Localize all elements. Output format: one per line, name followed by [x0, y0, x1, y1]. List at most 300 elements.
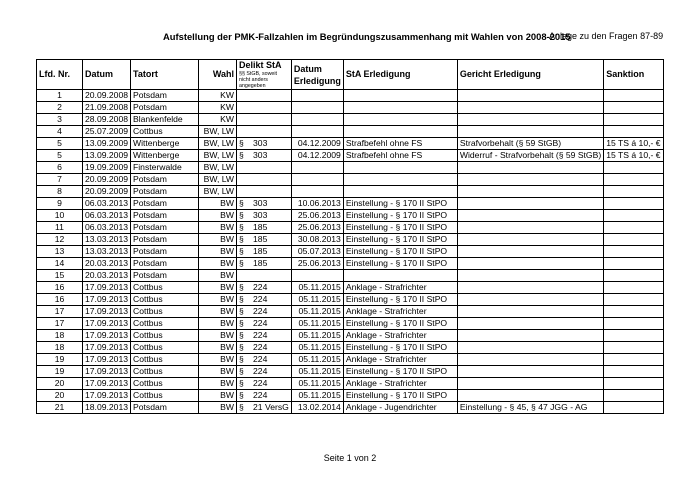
cell-erledigung-datum: 05.11.2015: [291, 306, 343, 318]
cell-delikt: [237, 270, 292, 282]
cell-delikt: [237, 282, 292, 294]
cell-nr: 19: [37, 366, 83, 378]
paragraph-sign: §: [239, 390, 244, 400]
cell-datum: 17.09.2013: [83, 282, 131, 294]
cell-datum: 20.03.2013: [83, 258, 131, 270]
cell-tatort: Blankenfelde: [131, 114, 199, 126]
cell-tatort: Cottbus: [131, 378, 199, 390]
cell-nr: 5: [37, 138, 83, 150]
cell-sta-erledigung: [343, 126, 457, 138]
cell-gericht-erledigung: [457, 378, 603, 390]
paragraph-sign: §: [239, 282, 244, 292]
cell-gericht-erledigung: [457, 126, 603, 138]
cell-wahl: BW: [199, 234, 237, 246]
cell-gericht-erledigung: [457, 102, 603, 114]
cell-sanktion: [604, 90, 663, 102]
table-row: [37, 270, 664, 282]
delikt-number: 224: [253, 378, 268, 388]
cell-erledigung-datum: 05.11.2015: [291, 366, 343, 378]
cell-datum: 20.09.2008: [83, 90, 131, 102]
cell-wahl: BW, LW: [199, 126, 237, 138]
cell-sta-erledigung: Anklage - Strafrichter: [343, 306, 457, 318]
cell-wahl: BW: [199, 282, 237, 294]
table-row: [37, 210, 664, 222]
cell-delikt: [237, 174, 292, 186]
cell-sanktion: [604, 282, 663, 294]
delikt-number: 21 VersG: [253, 402, 289, 412]
cell-delikt: [237, 126, 292, 138]
col-header-delikt: [237, 60, 292, 90]
delikt-number: 224: [253, 390, 268, 400]
cell-erledigung-datum: 05.11.2015: [291, 378, 343, 390]
table-row: [37, 246, 664, 258]
cell-nr: 21: [37, 402, 83, 414]
cell-datum: 20.09.2009: [83, 174, 131, 186]
col-header-gericht-erledigung: Gericht Erledigung: [457, 60, 603, 90]
table-row: [37, 294, 664, 306]
cell-wahl: BW: [199, 402, 237, 414]
cell-erledigung-datum: 05.11.2015: [291, 318, 343, 330]
cell-datum: 25.07.2009: [83, 126, 131, 138]
cell-nr: 8: [37, 186, 83, 198]
cell-sta-erledigung: Anklage - Jugendrichter: [343, 402, 457, 414]
col-header-sanktion: Sanktion: [604, 60, 663, 90]
cell-sanktion: [604, 114, 663, 126]
table-row: [37, 234, 664, 246]
cell-wahl: BW, LW: [199, 138, 237, 150]
cell-sanktion: [604, 378, 663, 390]
cell-datum: 06.03.2013: [83, 210, 131, 222]
cell-delikt: [237, 342, 292, 354]
cell-delikt: [237, 138, 292, 150]
cell-delikt: [237, 294, 292, 306]
table-row: [37, 162, 664, 174]
table-row: [37, 366, 664, 378]
cell-nr: 2: [37, 102, 83, 114]
cell-datum: 13.03.2013: [83, 234, 131, 246]
cell-nr: 6: [37, 162, 83, 174]
col-header-erledigung-datum: Datum Erledigung: [291, 60, 343, 90]
table-row: [37, 342, 664, 354]
paragraph-sign: §: [239, 318, 244, 328]
cell-tatort: Potsdam: [131, 402, 199, 414]
cell-sanktion: [604, 318, 663, 330]
cell-sta-erledigung: [343, 90, 457, 102]
cell-gericht-erledigung: [457, 210, 603, 222]
cell-gericht-erledigung: [457, 90, 603, 102]
cell-erledigung-datum: 05.11.2015: [291, 282, 343, 294]
cell-wahl: BW, LW: [199, 150, 237, 162]
cell-nr: 7: [37, 174, 83, 186]
cell-delikt: [237, 366, 292, 378]
cell-sanktion: [604, 162, 663, 174]
col-header-nr: Lfd. Nr.: [37, 60, 83, 90]
cell-sanktion: [604, 306, 663, 318]
delikt-number: 185: [253, 234, 268, 244]
cell-erledigung-datum: [291, 174, 343, 186]
cell-erledigung-datum: 25.06.2013: [291, 258, 343, 270]
delikt-number: 224: [253, 318, 268, 328]
table-row: [37, 90, 664, 102]
cell-delikt: [237, 186, 292, 198]
cell-sanktion: [604, 210, 663, 222]
cell-tatort: Wittenberge: [131, 138, 199, 150]
cell-delikt: [237, 210, 292, 222]
cell-datum: 17.09.2013: [83, 354, 131, 366]
cell-tatort: Cottbus: [131, 306, 199, 318]
cell-sanktion: [604, 330, 663, 342]
cell-delikt: [237, 306, 292, 318]
delikt-number: 185: [253, 222, 268, 232]
cell-tatort: Potsdam: [131, 90, 199, 102]
cell-sta-erledigung: Einstellung - § 170 II StPO: [343, 246, 457, 258]
cell-sanktion: [604, 102, 663, 114]
document-title: Aufstellung der PMK-Fallzahlen im Begründungszusammenhang mit Wahlen von 2008-2015: [163, 31, 571, 42]
cell-sanktion: [604, 174, 663, 186]
delikt-number: 224: [253, 282, 268, 292]
cell-gericht-erledigung: [457, 306, 603, 318]
cell-nr: 5: [37, 150, 83, 162]
table-row: [37, 402, 664, 414]
paragraph-sign: §: [239, 198, 244, 208]
cell-sta-erledigung: Einstellung - § 170 II StPO: [343, 210, 457, 222]
cell-tatort: Cottbus: [131, 366, 199, 378]
table-row: [37, 378, 664, 390]
cell-gericht-erledigung: [457, 282, 603, 294]
cell-tatort: Cottbus: [131, 282, 199, 294]
cell-sanktion: [604, 342, 663, 354]
cell-delikt: [237, 102, 292, 114]
paragraph-sign: §: [239, 258, 244, 268]
cell-tatort: Finsterwalde: [131, 162, 199, 174]
cell-erledigung-datum: 25.06.2013: [291, 210, 343, 222]
col-header-sta-erledigung: StA Erledigung: [343, 60, 457, 90]
delikt-number: 303: [253, 198, 268, 208]
cell-delikt: [237, 222, 292, 234]
cell-nr: 20: [37, 378, 83, 390]
cell-datum: 21.09.2008: [83, 102, 131, 114]
cell-sta-erledigung: Anklage - Strafrichter: [343, 330, 457, 342]
table-row: [37, 186, 664, 198]
cell-tatort: Potsdam: [131, 222, 199, 234]
cell-sanktion: [604, 186, 663, 198]
case-table: [36, 59, 664, 414]
cell-nr: 1: [37, 90, 83, 102]
cell-gericht-erledigung: [457, 198, 603, 210]
cell-sta-erledigung: [343, 174, 457, 186]
cell-sanktion: [604, 354, 663, 366]
cell-wahl: BW, LW: [199, 186, 237, 198]
cell-erledigung-datum: 04.12.2009: [291, 150, 343, 162]
cell-gericht-erledigung: [457, 390, 603, 402]
cell-wahl: BW: [199, 270, 237, 282]
header-row: [37, 60, 664, 90]
cell-tatort: Potsdam: [131, 174, 199, 186]
cell-erledigung-datum: 10.06.2013: [291, 198, 343, 210]
cell-sta-erledigung: Einstellung - § 170 II StPO: [343, 198, 457, 210]
cell-nr: 18: [37, 342, 83, 354]
table-row: [37, 390, 664, 402]
cell-erledigung-datum: 05.11.2015: [291, 330, 343, 342]
cell-datum: 17.09.2013: [83, 378, 131, 390]
delikt-number: 224: [253, 354, 268, 364]
cell-wahl: BW: [199, 210, 237, 222]
paragraph-sign: §: [239, 354, 244, 364]
cell-wahl: KW: [199, 114, 237, 126]
cell-sanktion: [604, 390, 663, 402]
cell-sta-erledigung: Einstellung - § 170 II StPO: [343, 294, 457, 306]
cell-nr: 4: [37, 126, 83, 138]
delikt-number: 224: [253, 366, 268, 376]
cell-erledigung-datum: 30.08.2013: [291, 234, 343, 246]
cell-datum: 19.09.2009: [83, 162, 131, 174]
cell-sanktion: 15 TS á 10,- €: [604, 138, 663, 150]
cell-delikt: [237, 150, 292, 162]
cell-erledigung-datum: 04.12.2009: [291, 138, 343, 150]
cell-datum: 17.09.2013: [83, 330, 131, 342]
cell-tatort: Potsdam: [131, 270, 199, 282]
cell-erledigung-datum: 05.07.2013: [291, 246, 343, 258]
cell-delikt: [237, 114, 292, 126]
table-row: [37, 138, 664, 150]
cell-gericht-erledigung: [457, 258, 603, 270]
cell-delikt: [237, 354, 292, 366]
cell-tatort: Cottbus: [131, 342, 199, 354]
delikt-number: 224: [253, 294, 268, 304]
cell-sanktion: 15 TS á 10,- €: [604, 150, 663, 162]
paragraph-sign: §: [239, 402, 244, 412]
cell-tatort: Potsdam: [131, 186, 199, 198]
paragraph-sign: §: [239, 138, 244, 148]
paragraph-sign: §: [239, 150, 244, 160]
cell-nr: 12: [37, 234, 83, 246]
cell-tatort: Cottbus: [131, 318, 199, 330]
cell-tatort: Potsdam: [131, 246, 199, 258]
cell-sanktion: [604, 258, 663, 270]
cell-wahl: BW: [199, 318, 237, 330]
cell-nr: 19: [37, 354, 83, 366]
col-header-tatort: Tatort: [131, 60, 199, 90]
cell-datum: 17.09.2013: [83, 342, 131, 354]
delikt-number: 224: [253, 330, 268, 340]
cell-wahl: BW: [199, 378, 237, 390]
cell-sta-erledigung: [343, 162, 457, 174]
cell-sta-erledigung: [343, 186, 457, 198]
table-row: [37, 114, 664, 126]
cell-sanktion: [604, 402, 663, 414]
paragraph-sign: §: [239, 222, 244, 232]
paragraph-sign: §: [239, 330, 244, 340]
cell-tatort: Potsdam: [131, 210, 199, 222]
delikt-number: 224: [253, 306, 268, 316]
cell-erledigung-datum: [291, 270, 343, 282]
cell-gericht-erledigung: [457, 246, 603, 258]
cell-delikt: [237, 402, 292, 414]
table-row: [37, 306, 664, 318]
cell-tatort: Cottbus: [131, 126, 199, 138]
cell-erledigung-datum: [291, 186, 343, 198]
cell-datum: 06.03.2013: [83, 222, 131, 234]
cell-erledigung-datum: [291, 90, 343, 102]
cell-datum: 13.09.2009: [83, 138, 131, 150]
table-row: [37, 258, 664, 270]
delikt-number: 303: [253, 150, 268, 160]
cell-datum: 20.09.2009: [83, 186, 131, 198]
table-row: [37, 102, 664, 114]
cell-gericht-erledigung: [457, 162, 603, 174]
cell-gericht-erledigung: [457, 342, 603, 354]
cell-tatort: Cottbus: [131, 354, 199, 366]
col-header-datum: Datum: [83, 60, 131, 90]
table-body: [37, 90, 664, 414]
cell-gericht-erledigung: Widerruf - Strafvorbehalt (§ 59 StGB): [457, 150, 603, 162]
cell-datum: 13.09.2009: [83, 150, 131, 162]
cell-erledigung-datum: 05.11.2015: [291, 390, 343, 402]
table-row: [37, 354, 664, 366]
cell-gericht-erledigung: [457, 174, 603, 186]
cell-sta-erledigung: Einstellung - § 170 II StPO: [343, 234, 457, 246]
cell-gericht-erledigung: [457, 366, 603, 378]
table-row: [37, 198, 664, 210]
cell-tatort: Cottbus: [131, 390, 199, 402]
cell-sta-erledigung: Einstellung - § 170 II StPO: [343, 222, 457, 234]
annex-note: Anlage zu den Fragen 87-89: [549, 31, 664, 41]
cell-delikt: [237, 246, 292, 258]
cell-delikt: [237, 234, 292, 246]
table-row: [37, 126, 664, 138]
cell-sta-erledigung: Einstellung - § 170 II StPO: [343, 390, 457, 402]
cell-sta-erledigung: [343, 114, 457, 126]
cell-erledigung-datum: [291, 162, 343, 174]
delikt-number: 303: [253, 210, 268, 220]
cell-nr: 16: [37, 282, 83, 294]
cell-delikt: [237, 258, 292, 270]
cell-nr: 16: [37, 294, 83, 306]
cell-delikt: [237, 378, 292, 390]
cell-gericht-erledigung: Einstellung - § 45, § 47 JGG - AG: [457, 402, 603, 414]
cell-nr: 10: [37, 210, 83, 222]
paragraph-sign: §: [239, 210, 244, 220]
cell-sta-erledigung: [343, 270, 457, 282]
cell-wahl: BW: [199, 222, 237, 234]
cell-delikt: [237, 330, 292, 342]
cell-sanktion: [604, 270, 663, 282]
paragraph-sign: §: [239, 366, 244, 376]
cell-wahl: BW: [199, 306, 237, 318]
delikt-number: 185: [253, 246, 268, 256]
cell-datum: 17.09.2013: [83, 366, 131, 378]
cell-gericht-erledigung: [457, 294, 603, 306]
cell-sta-erledigung: Strafbefehl ohne FS: [343, 138, 457, 150]
cell-nr: 17: [37, 318, 83, 330]
cell-erledigung-datum: [291, 102, 343, 114]
cell-gericht-erledigung: [457, 354, 603, 366]
cell-sta-erledigung: Strafbefehl ohne FS: [343, 150, 457, 162]
cell-sanktion: [604, 198, 663, 210]
cell-nr: 15: [37, 270, 83, 282]
cell-wahl: BW, LW: [199, 174, 237, 186]
cell-erledigung-datum: [291, 114, 343, 126]
cell-erledigung-datum: 05.11.2015: [291, 354, 343, 366]
cell-erledigung-datum: 13.02.2014: [291, 402, 343, 414]
cell-sanktion: [604, 222, 663, 234]
col-header-wahl: Wahl: [199, 60, 237, 90]
cell-gericht-erledigung: [457, 330, 603, 342]
cell-gericht-erledigung: Strafvorbehalt (§ 59 StGB): [457, 138, 603, 150]
table-row: [37, 330, 664, 342]
cell-nr: 14: [37, 258, 83, 270]
cell-sta-erledigung: Einstellung - § 170 II StPO: [343, 318, 457, 330]
cell-erledigung-datum: 05.11.2015: [291, 294, 343, 306]
cell-sanktion: [604, 246, 663, 258]
cell-datum: 18.09.2013: [83, 402, 131, 414]
cell-tatort: Wittenberge: [131, 150, 199, 162]
cell-gericht-erledigung: [457, 234, 603, 246]
cell-wahl: BW: [199, 342, 237, 354]
cell-sta-erledigung: Einstellung - § 170 II StPO: [343, 342, 457, 354]
cell-wahl: BW: [199, 246, 237, 258]
cell-datum: 20.03.2013: [83, 270, 131, 282]
page-footer: Seite 1 von 2: [323, 453, 377, 463]
cell-delikt: [237, 198, 292, 210]
cell-gericht-erledigung: [457, 114, 603, 126]
cell-nr: 18: [37, 330, 83, 342]
cell-sanktion: [604, 234, 663, 246]
cell-wahl: BW: [199, 366, 237, 378]
paragraph-sign: §: [239, 306, 244, 316]
cell-wahl: KW: [199, 90, 237, 102]
cell-sta-erledigung: [343, 102, 457, 114]
cell-delikt: [237, 90, 292, 102]
cell-gericht-erledigung: [457, 222, 603, 234]
paragraph-sign: §: [239, 342, 244, 352]
cell-datum: 28.09.2008: [83, 114, 131, 126]
cell-sanktion: [604, 294, 663, 306]
delikt-number: 303: [253, 138, 268, 148]
cell-datum: 17.09.2013: [83, 318, 131, 330]
cell-delikt: [237, 318, 292, 330]
cell-sanktion: [604, 126, 663, 138]
cell-delikt: [237, 390, 292, 402]
cell-wahl: BW: [199, 354, 237, 366]
paragraph-sign: §: [239, 378, 244, 388]
paragraph-sign: §: [239, 234, 244, 244]
cell-erledigung-datum: 25.06.2013: [291, 222, 343, 234]
table-row: [37, 282, 664, 294]
cell-datum: 13.03.2013: [83, 246, 131, 258]
paragraph-sign: §: [239, 294, 244, 304]
cell-wahl: BW: [199, 198, 237, 210]
delikt-number: 185: [253, 258, 268, 268]
table-row: [37, 222, 664, 234]
cell-wahl: BW: [199, 294, 237, 306]
cell-wahl: KW: [199, 102, 237, 114]
cell-sta-erledigung: Anklage - Strafrichter: [343, 282, 457, 294]
cell-tatort: Potsdam: [131, 198, 199, 210]
cell-gericht-erledigung: [457, 270, 603, 282]
cell-nr: 11: [37, 222, 83, 234]
cell-datum: 17.09.2013: [83, 306, 131, 318]
cell-wahl: BW: [199, 390, 237, 402]
delikt-number: 224: [253, 342, 268, 352]
cell-tatort: Potsdam: [131, 258, 199, 270]
cell-erledigung-datum: [291, 126, 343, 138]
cell-wahl: BW: [199, 258, 237, 270]
cell-tatort: Potsdam: [131, 102, 199, 114]
cell-tatort: Potsdam: [131, 234, 199, 246]
cell-erledigung-datum: 05.11.2015: [291, 342, 343, 354]
cell-delikt: [237, 162, 292, 174]
